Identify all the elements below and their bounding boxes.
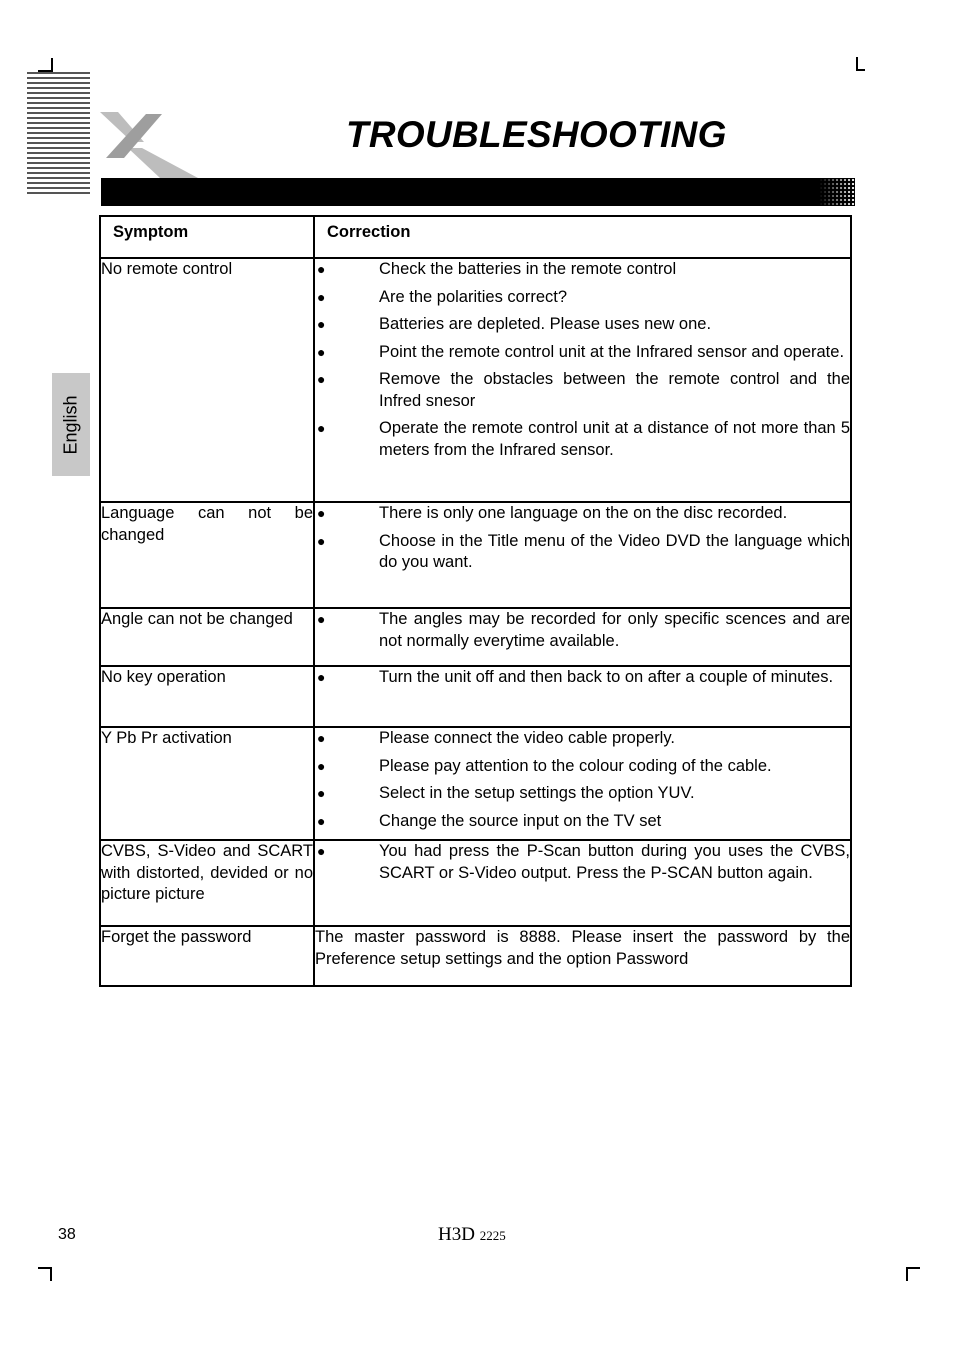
troubleshooting-table: [99, 215, 852, 987]
crop-mark-bottom-right-v: [906, 1267, 908, 1281]
correction-cell: [314, 258, 851, 502]
list-item: ● Operate the remote control unit at a distance of not more than 5 meters from the Infrared sensor.: [315, 418, 850, 461]
symptom-cell: Angle can not be changed: [100, 608, 314, 666]
correction-text: The master password is 8888. Please insert the password by the Preference setup settings and the option Password: [315, 928, 850, 968]
correction-cell: [314, 926, 851, 986]
bullet-icon: ●: [317, 316, 326, 332]
model-number: 2225: [479, 1228, 506, 1243]
model-name: [438, 1224, 506, 1246]
bullet-icon: ●: [317, 420, 326, 436]
list-item: ● Are the polarities correct?: [315, 287, 850, 309]
bullet-icon: ●: [317, 343, 326, 360]
list-item: ● Check the batteries in the remote control: [315, 259, 850, 281]
table-row: [100, 727, 851, 840]
symptom-cell: No remote control: [100, 258, 314, 502]
bullet-icon: ●: [317, 812, 326, 829]
table-row: [100, 608, 851, 666]
list-item: ● Please connect the video cable properly.: [315, 728, 850, 750]
language-tab-label: English: [60, 394, 81, 455]
list-item: ● Point the remote control unit at the Infrared sensor and operate.: [315, 342, 850, 364]
bullet-icon: ●: [317, 757, 326, 774]
correction-cell: [314, 502, 851, 608]
bullet-icon: ●: [317, 669, 326, 685]
bullet-icon: ●: [317, 532, 326, 549]
table-row: [100, 666, 851, 727]
list-item: ● Change the source input on the TV set: [315, 811, 850, 833]
symptom-cell: Y Pb Pr activation: [100, 727, 314, 840]
table-row: [100, 258, 851, 502]
correction-cell: [314, 666, 851, 727]
list-item: ● Remove the obstacles between the remote control and the Infred snesor: [315, 369, 850, 412]
title-bar: [101, 178, 855, 206]
list-item: ● Please pay attention to the colour coding of the cable.: [315, 756, 850, 778]
table-row: [100, 502, 851, 608]
correction-cell: [314, 840, 851, 926]
page-number: 38: [58, 1226, 76, 1243]
list-item: ● Turn the unit off and then back to on after a couple of minutes.: [315, 667, 850, 689]
crop-mark-bottom-left-v: [50, 1267, 52, 1281]
header-symptom: Symptom: [100, 216, 314, 258]
correction-cell: [314, 608, 851, 666]
list-item: ● Choose in the Title menu of the Video DVD the language which do you want.: [315, 531, 850, 574]
halftone-pattern: [819, 178, 855, 206]
header-correction: Correction: [314, 216, 851, 258]
list-item: ● There is only one language on the on the disc recorded.: [315, 503, 850, 525]
bullet-icon: ●: [317, 611, 326, 627]
x-logo-icon: [98, 108, 198, 180]
symptom-cell: CVBS, S-Video and SCART with distorted, devided or no picture picture: [100, 840, 314, 926]
decorative-stripes: [27, 72, 90, 200]
table-row: [100, 840, 851, 926]
bullet-icon: ●: [317, 505, 326, 521]
bullet-icon: ●: [317, 843, 326, 859]
table-row: [100, 926, 851, 986]
bullet-icon: ●: [317, 288, 326, 305]
list-item: ● Select in the setup settings the option YUV.: [315, 783, 850, 805]
list-item: ● You had press the P-Scan button during you uses the CVBS, SCART or S-Video output. Press the P-SCAN button again.: [315, 841, 850, 884]
bullet-icon: ●: [317, 371, 326, 387]
symptom-cell: No key operation: [100, 666, 314, 727]
symptom-cell: Forget the password: [100, 926, 314, 986]
crop-mark-top-right-h: [856, 69, 865, 71]
bullet-icon: ●: [317, 785, 326, 801]
symptom-cell: Language can not be changed: [100, 502, 314, 608]
page-title: TROUBLESHOOTING: [346, 114, 727, 155]
list-item: ● Batteries are depleted. Please uses new one.: [315, 314, 850, 336]
language-tab: [52, 373, 90, 476]
bullet-icon: ●: [317, 261, 326, 277]
model-main: H3D: [438, 1224, 475, 1245]
correction-cell: [314, 727, 851, 840]
table-header-row: [100, 216, 851, 258]
bullet-icon: ●: [317, 730, 326, 746]
crop-mark-bottom-right: [906, 1267, 920, 1269]
list-item: ● The angles may be recorded for only specific scences and are not normally everytime available.: [315, 609, 850, 652]
